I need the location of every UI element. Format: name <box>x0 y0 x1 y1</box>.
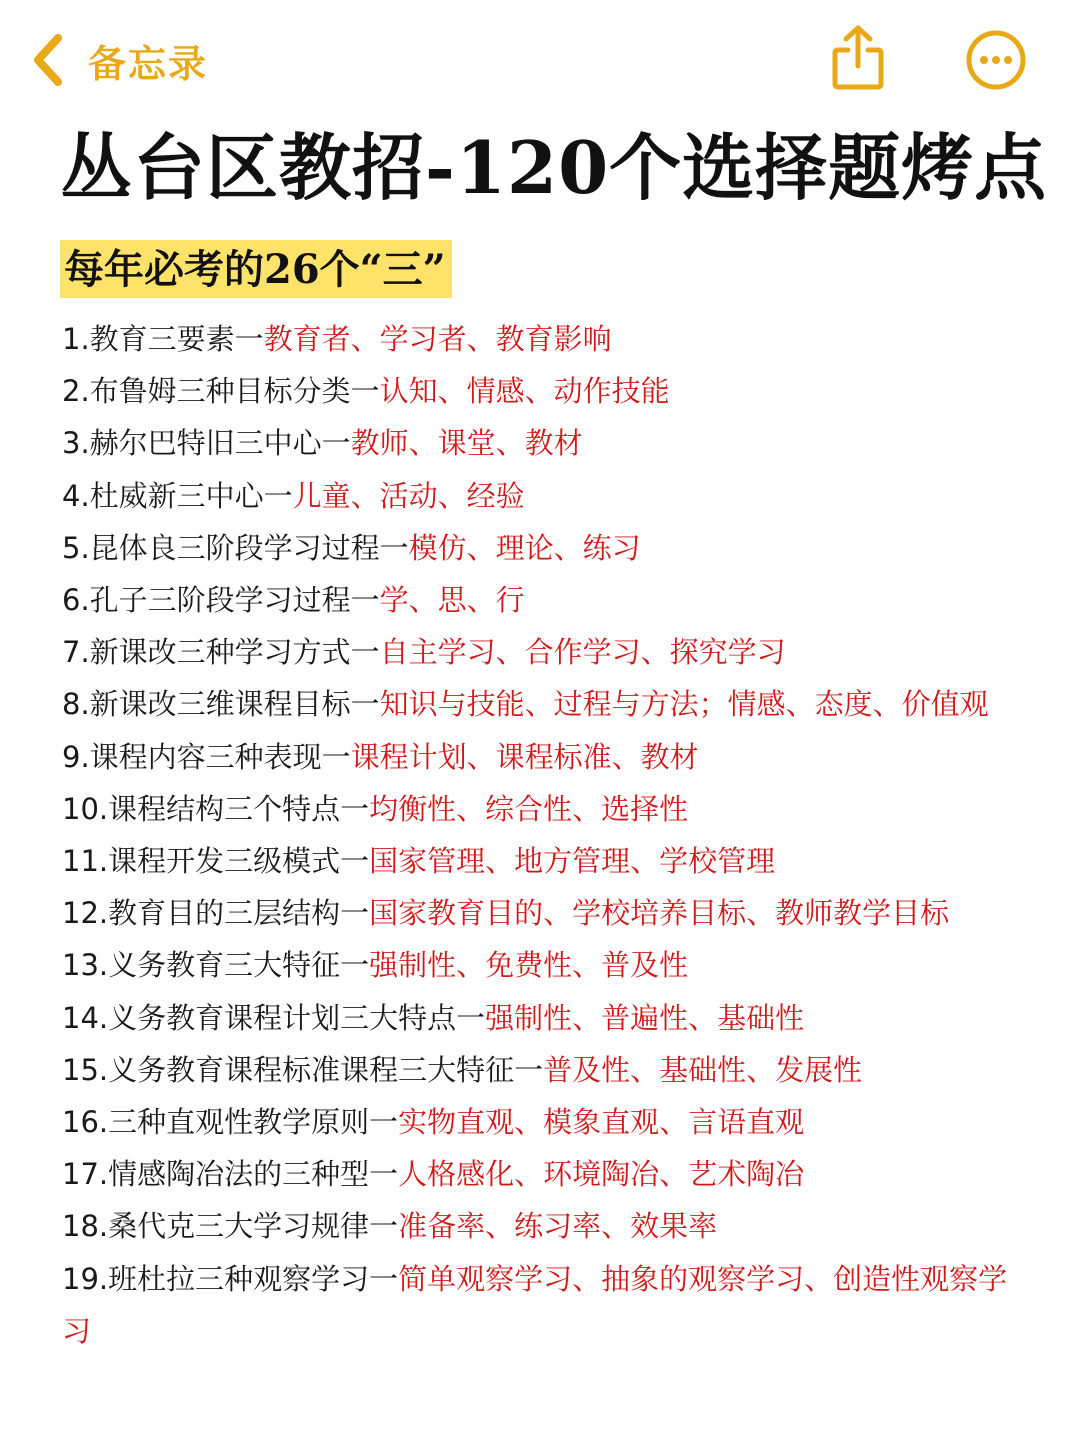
item-question: 2.布鲁姆三种目标分类一 <box>62 374 380 409</box>
item-answer: 实物直观、模象直观、言语直观 <box>398 1105 805 1140</box>
item-question: 6.孔子三阶段学习过程一 <box>62 583 380 618</box>
page-title: 丛台区教招-120个选择题烤点 <box>60 125 1048 210</box>
list-item <box>62 731 1032 783</box>
item-question: 3.赫尔巴特旧三中心一 <box>62 426 351 461</box>
share-button[interactable] <box>828 24 888 96</box>
item-question: 14.义务教育课程计划三大特点一 <box>62 1000 486 1035</box>
list-item <box>62 678 1032 730</box>
item-answer: 学、思、行 <box>379 583 525 618</box>
item-question: 18.桑代克三大学习规律一 <box>62 1209 399 1244</box>
list-item <box>62 939 1032 991</box>
item-question: 16.三种直观性教学原则一 <box>62 1105 399 1140</box>
list-item <box>62 1096 1032 1148</box>
list-item <box>62 313 1032 365</box>
item-answer: 强制性、普遍性、基础性 <box>485 1000 805 1035</box>
list-item <box>62 626 1032 678</box>
more-icon <box>964 28 1028 92</box>
item-question: 19.班杜拉三种观察学习一 <box>62 1261 399 1296</box>
item-answer: 儿童、活动、经验 <box>292 478 525 513</box>
knowledge-list <box>62 313 1032 1357</box>
item-question: 17.情感陶冶法的三种型一 <box>62 1157 399 1192</box>
list-item <box>62 1253 1032 1357</box>
item-question: 4.杜威新三中心一 <box>62 478 293 513</box>
list-item <box>62 992 1032 1044</box>
item-answer: 教育者、学习者、教育影响 <box>263 322 612 356</box>
list-item <box>62 470 1032 522</box>
item-answer: 强制性、免费性、普及性 <box>369 948 689 983</box>
item-answer: 简单观察学习、抽象的观察学习、创造性观察学习 <box>62 1261 1008 1348</box>
item-answer: 国家管理、地方管理、学校管理 <box>369 844 776 879</box>
item-answer: 教师、课堂、教材 <box>350 426 583 461</box>
item-question: 15.义务教育课程标准课程三大特征一 <box>62 1052 544 1087</box>
item-question: 7.新课改三种学习方式一 <box>62 635 380 670</box>
list-item <box>62 1044 1032 1096</box>
item-question: 11.课程开发三级模式一 <box>62 844 370 879</box>
item-answer: 模仿、理论、练习 <box>408 530 641 565</box>
item-question: 1.教育三要素一 <box>62 322 264 356</box>
list-item <box>62 522 1032 574</box>
list-item <box>62 783 1032 835</box>
section-heading: 每年必考的26个“三” <box>60 240 452 298</box>
item-answer: 认知、情感、动作技能 <box>379 374 670 409</box>
item-question: 13.义务教育三大特征一 <box>62 948 370 983</box>
item-answer: 国家教育目的、学校培养目标、教师教学目标 <box>369 896 950 931</box>
navigation-bar <box>0 0 1080 118</box>
item-answer: 自主学习、合作学习、探究学习 <box>379 635 786 670</box>
list-item <box>62 1200 1032 1252</box>
list-item <box>62 417 1032 469</box>
more-button[interactable] <box>964 28 1028 96</box>
chevron-left-icon <box>30 32 66 88</box>
back-button[interactable] <box>30 28 208 92</box>
item-question: 10.课程结构三个特点一 <box>62 791 370 826</box>
item-answer: 课程计划、课程标准、教材 <box>350 739 699 774</box>
item-answer: 普及性、基础性、发展性 <box>543 1052 863 1087</box>
item-answer: 均衡性、综合性、选择性 <box>369 791 689 826</box>
list-item <box>62 887 1032 939</box>
item-question: 8.新课改三维课程目标一 <box>62 687 380 722</box>
back-label: 备忘录 <box>88 41 209 86</box>
item-answer: 知识与技能、过程与方法；情感、态度、价值观 <box>379 687 989 722</box>
item-question: 12.教育目的三层结构一 <box>62 896 370 931</box>
item-question: 9.课程内容三种表现一 <box>62 739 351 774</box>
list-item <box>62 365 1032 417</box>
item-question: 5.昆体良三阶段学习过程一 <box>62 530 409 565</box>
item-answer: 准备率、练习率、效果率 <box>398 1209 718 1244</box>
list-item <box>62 574 1032 626</box>
item-answer: 人格感化、环境陶冶、艺术陶冶 <box>398 1157 805 1192</box>
list-item <box>62 1148 1032 1200</box>
share-icon <box>828 24 888 92</box>
list-item <box>62 835 1032 887</box>
